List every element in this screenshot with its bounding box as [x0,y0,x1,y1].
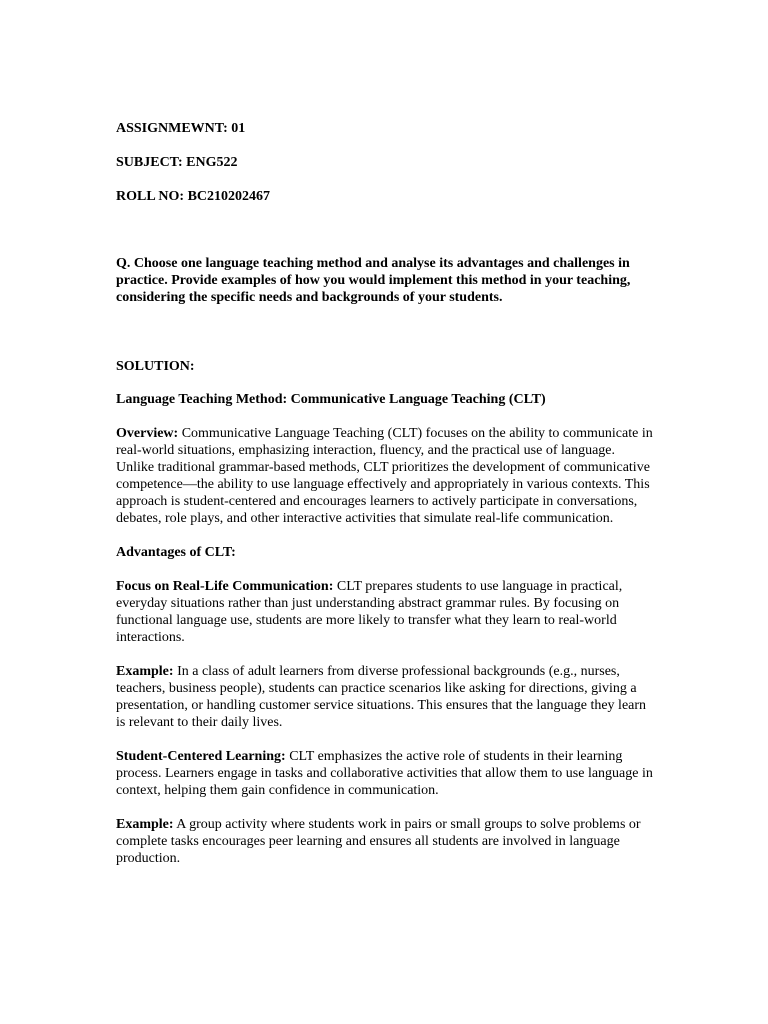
roll-number-line: ROLL NO: BC210202467 [116,189,271,204]
solution-heading: SOLUTION: [116,359,195,374]
question-text: Q. Choose one language teaching method and analyse its advantages and challenges in practice. Provide examples of how you would implement this method in your teaching, considering the specific needs and backgrounds of your students. [116,256,631,305]
overview-paragraph [116,425,656,527]
section-text: CLT emphasizes the active role of students in their learning process. Learners engage in tasks and collaborative activities that allow them to use language in context, helping them gain confidence in communication. [116,749,653,798]
example-paragraph [116,816,656,867]
section-paragraph [116,578,656,646]
example-label: Example: [116,664,174,679]
method-title: Language Teaching Method: Communicative Language Teaching (CLT) [116,392,546,407]
example-text: A group activity where students work in pairs or small groups to solve problems or complete tasks encourages peer learning and ensures all students are involved in language production. [116,817,641,866]
example-label: Example: [116,817,174,832]
document-body [116,120,656,884]
section-label: Focus on Real-Life Communication: [116,579,334,594]
assignment-line: ASSIGNMEWNT: 01 [116,121,246,136]
example-text: In a class of adult learners from diverse professional backgrounds (e.g., nurses, teachers, business people), students can practice scenarios like asking for directions, giving a presentation, or handling customer service situations. This ensures that the language they learn is relevant to their daily lives. [116,664,647,730]
overview-label: Overview: [116,426,179,441]
section-label: Student-Centered Learning: [116,749,286,764]
example-paragraph [116,663,656,731]
advantages-heading: Advantages of CLT: [116,545,236,560]
overview-text: Communicative Language Teaching (CLT) focuses on the ability to communicate in real-world situations, emphasizing interaction, fluency, and the practical use of language. Unlike traditional grammar-based methods, CLT prioritizes the development of communicative competence—the ability to use language effectively and appropriately in various contexts. This approach is student-centered and encourages learners to actively participate in conversations, debates, role plays, and other interactive activities that simulate real-life communication. [116,426,653,526]
section-text: CLT prepares students to use language in practical, everyday situations rather than just understanding abstract grammar rules. By focusing on functional language use, students are more likely to transfer what they learn to real-world interactions. [116,579,623,645]
subject-line: SUBJECT: ENG522 [116,155,238,170]
section-paragraph [116,748,656,799]
